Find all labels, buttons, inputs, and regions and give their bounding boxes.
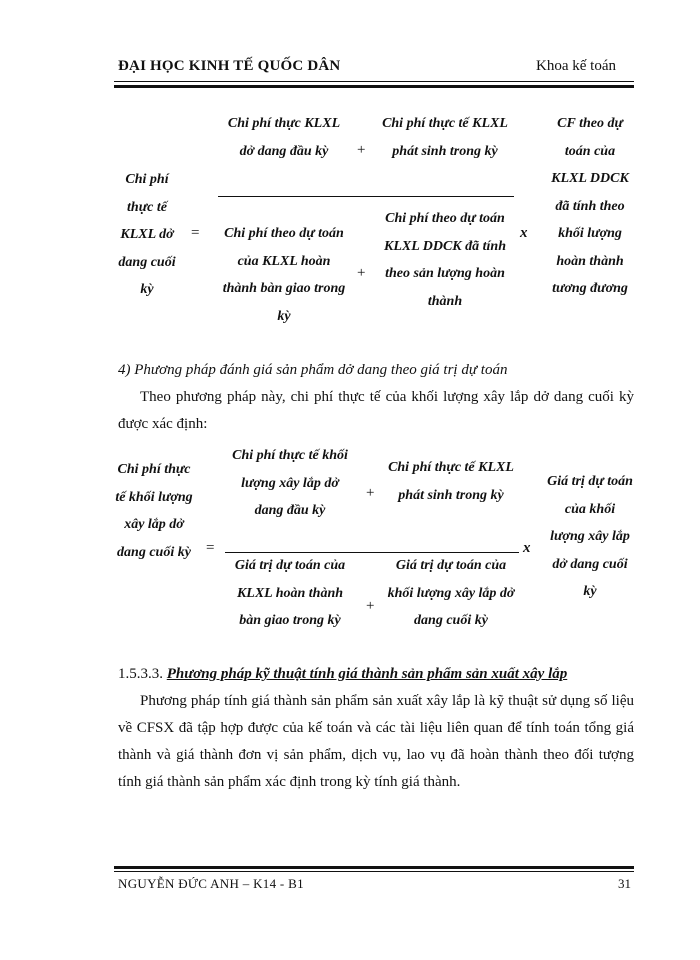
formula-2-lhs: Chi phí thực tế khối lượng xây lắp dở dang cuối kỳ	[115, 462, 193, 560]
formula-2-equals: =	[206, 540, 215, 556]
formula-1-fraction-bar	[218, 196, 514, 197]
footer-rule-thin	[114, 871, 634, 872]
formula-1-denominator-a: Chi phí theo dự toán của KLXL hoàn thành bàn giao trong kỳ	[222, 226, 346, 324]
page-number: 31	[618, 876, 631, 891]
section-text: Phương pháp tính giá thành sản phẩm sản xuất xây lắp là kỹ thuật sử dụng số liệu về CFSX đã tập hợp được của kế toán và các tài liệu liên quan để tính toán tổng giá thành và giá thành đơn vị sản phẩm, dịch vụ, lao vụ đã hoàn thành theo đối tượng tính giá thành sản phẩm xác định trong kỳ tính giá thành.	[118, 693, 634, 790]
formula-1-plus-den: +	[357, 265, 366, 281]
formula-1-numerator-b: Chi phí thực tế KLXL phát sinh trong kỳ	[382, 116, 508, 159]
header-rule-thick	[114, 85, 634, 88]
formula-1-rhs: CF theo dự toán của KLXL DDCK đã tính theo khối lượng hoàn thành tương đương	[551, 116, 629, 296]
footer-author: NGUYỄN ĐỨC ANH – K14 - B1	[118, 876, 304, 891]
section-number: 1.5.3.3.	[118, 666, 163, 682]
formula-1-times: x	[520, 225, 528, 241]
formula-1-numerator-a: Chi phí thực KLXL dở dang đầu kỳ	[227, 116, 341, 159]
formula-1-plus-num: +	[357, 142, 366, 158]
formula-1-equals: =	[191, 225, 200, 241]
method-heading: 4) Phương pháp đánh giá sản phẩm dở dang theo giá trị dự toán	[118, 362, 508, 378]
formula-2-denominator-b: Giá trị dự toán của khối lượng xây lắp dở dang cuối kỳ	[387, 558, 515, 628]
section-title: Phương pháp kỹ thuật tính giá thành sản phẩm sản xuất xây lắp	[166, 666, 568, 682]
footer-rule-thick	[114, 866, 634, 869]
header-university: ĐẠI HỌC KINH TẾ QUỐC DÂN	[118, 58, 341, 74]
formula-1-denominator-b: Chi phí theo dự toán KLXL DDCK đã tính theo sản lượng hoàn thành	[383, 211, 506, 309]
section-heading	[118, 666, 567, 683]
formula-2-numerator-a: Chi phí thực tế khối lượng xây lắp dở dang đầu kỳ	[232, 448, 348, 518]
formula-2-numerator-b: Chi phí thực tế KLXL phát sinh trong kỳ	[388, 460, 514, 503]
formula-2-rhs: Giá trị dự toán của khối lượng xây lắp dở dang cuối kỳ	[547, 474, 633, 599]
formula-2-denominator-a: Giá trị dự toán của KLXL hoàn thành bàn giao trong kỳ	[234, 558, 346, 628]
formula-1-lhs: Chi phí thực tế KLXL dở dang cuối kỳ	[118, 172, 176, 297]
formula-2-plus-den: +	[366, 598, 375, 614]
formula-2-times: x	[523, 540, 531, 556]
header-faculty: Khoa kế toán	[536, 58, 616, 74]
header-rule-thin	[114, 81, 634, 82]
method-text: Theo phương pháp này, chi phí thực tế của khối lượng xây lắp dở dang cuối kỳ được xác định:	[118, 389, 634, 432]
formula-2-plus-num: +	[366, 485, 375, 501]
